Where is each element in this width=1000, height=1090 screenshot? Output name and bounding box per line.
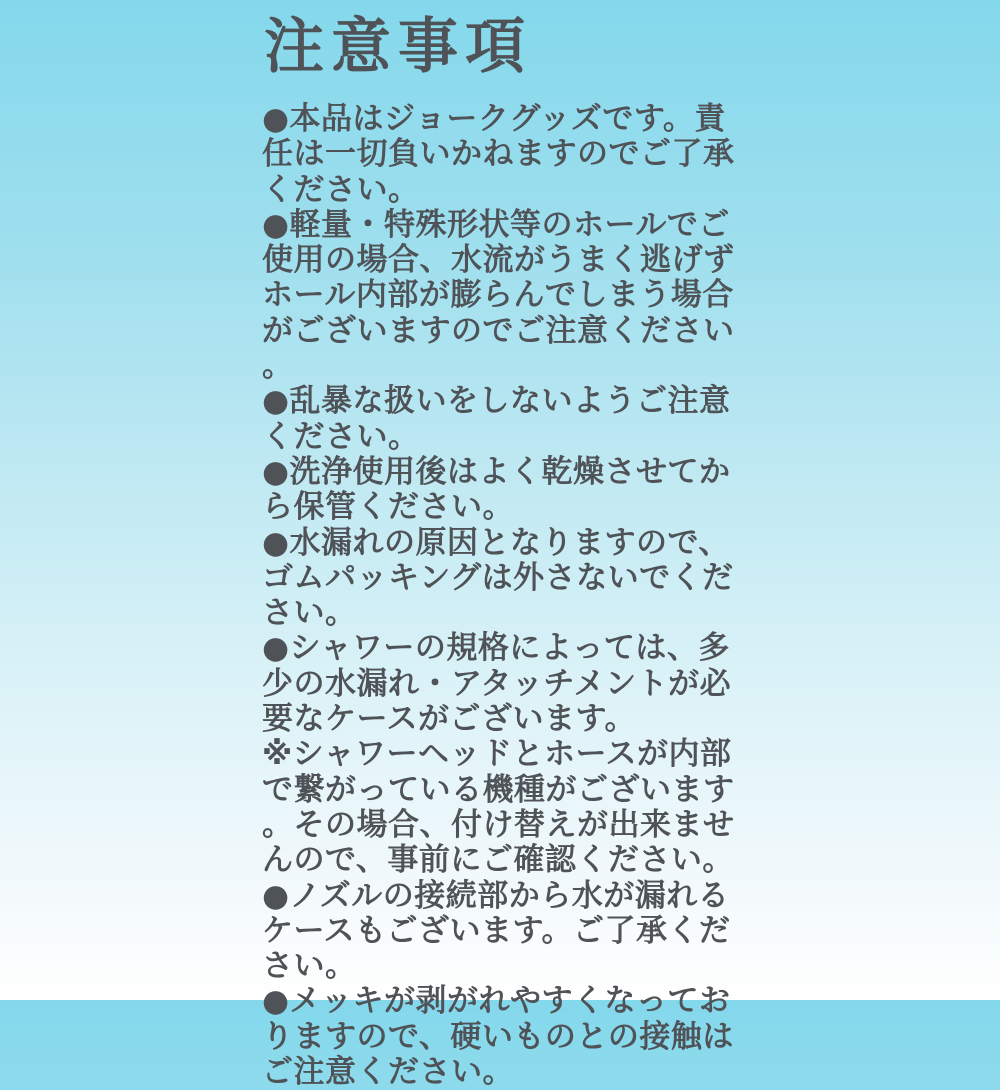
notice-item: ●水漏れの原因となりますので、ゴムパッキングは外さないでください。 xyxy=(262,524,734,632)
notice-item: ●メッキが剥がれやすくなっておりますので、硬いものとの接触はご注意ください。 xyxy=(262,983,734,1090)
page-title: 注意事項 xyxy=(264,12,532,82)
notice-item: ●ノズルの接続部から水が漏れるケースもございます。ご了承ください。 xyxy=(262,877,731,985)
notice-panel xyxy=(262,10,749,1090)
notice-item: ※シャワーヘッドとホースが内部で繋がっている機種がございます。その場合、付け替えが出来ませんので、事前にご確認ください。 xyxy=(262,736,735,879)
notice-item: ●本品はジョークグッズです。責任は一切負いかねますのでご了承ください。 xyxy=(262,101,735,208)
notice-item: ●軽量・特殊形状等のホールでご使用の場合、水流がうまく逃げずホール内部が膨らんでしまう場合がございますのでご注意ください。 xyxy=(262,206,735,385)
notice-list xyxy=(262,102,749,1090)
notice-item: ●シャワーの規格によっては、多少の水漏れ・アタッチメントが必要なケースがございます。 xyxy=(262,630,732,738)
notice-item: ●洗浄使用後はよく乾燥させてから保管ください。 xyxy=(262,453,731,526)
notice-item: ●乱暴な扱いをしないようご注意ください。 xyxy=(262,383,731,455)
